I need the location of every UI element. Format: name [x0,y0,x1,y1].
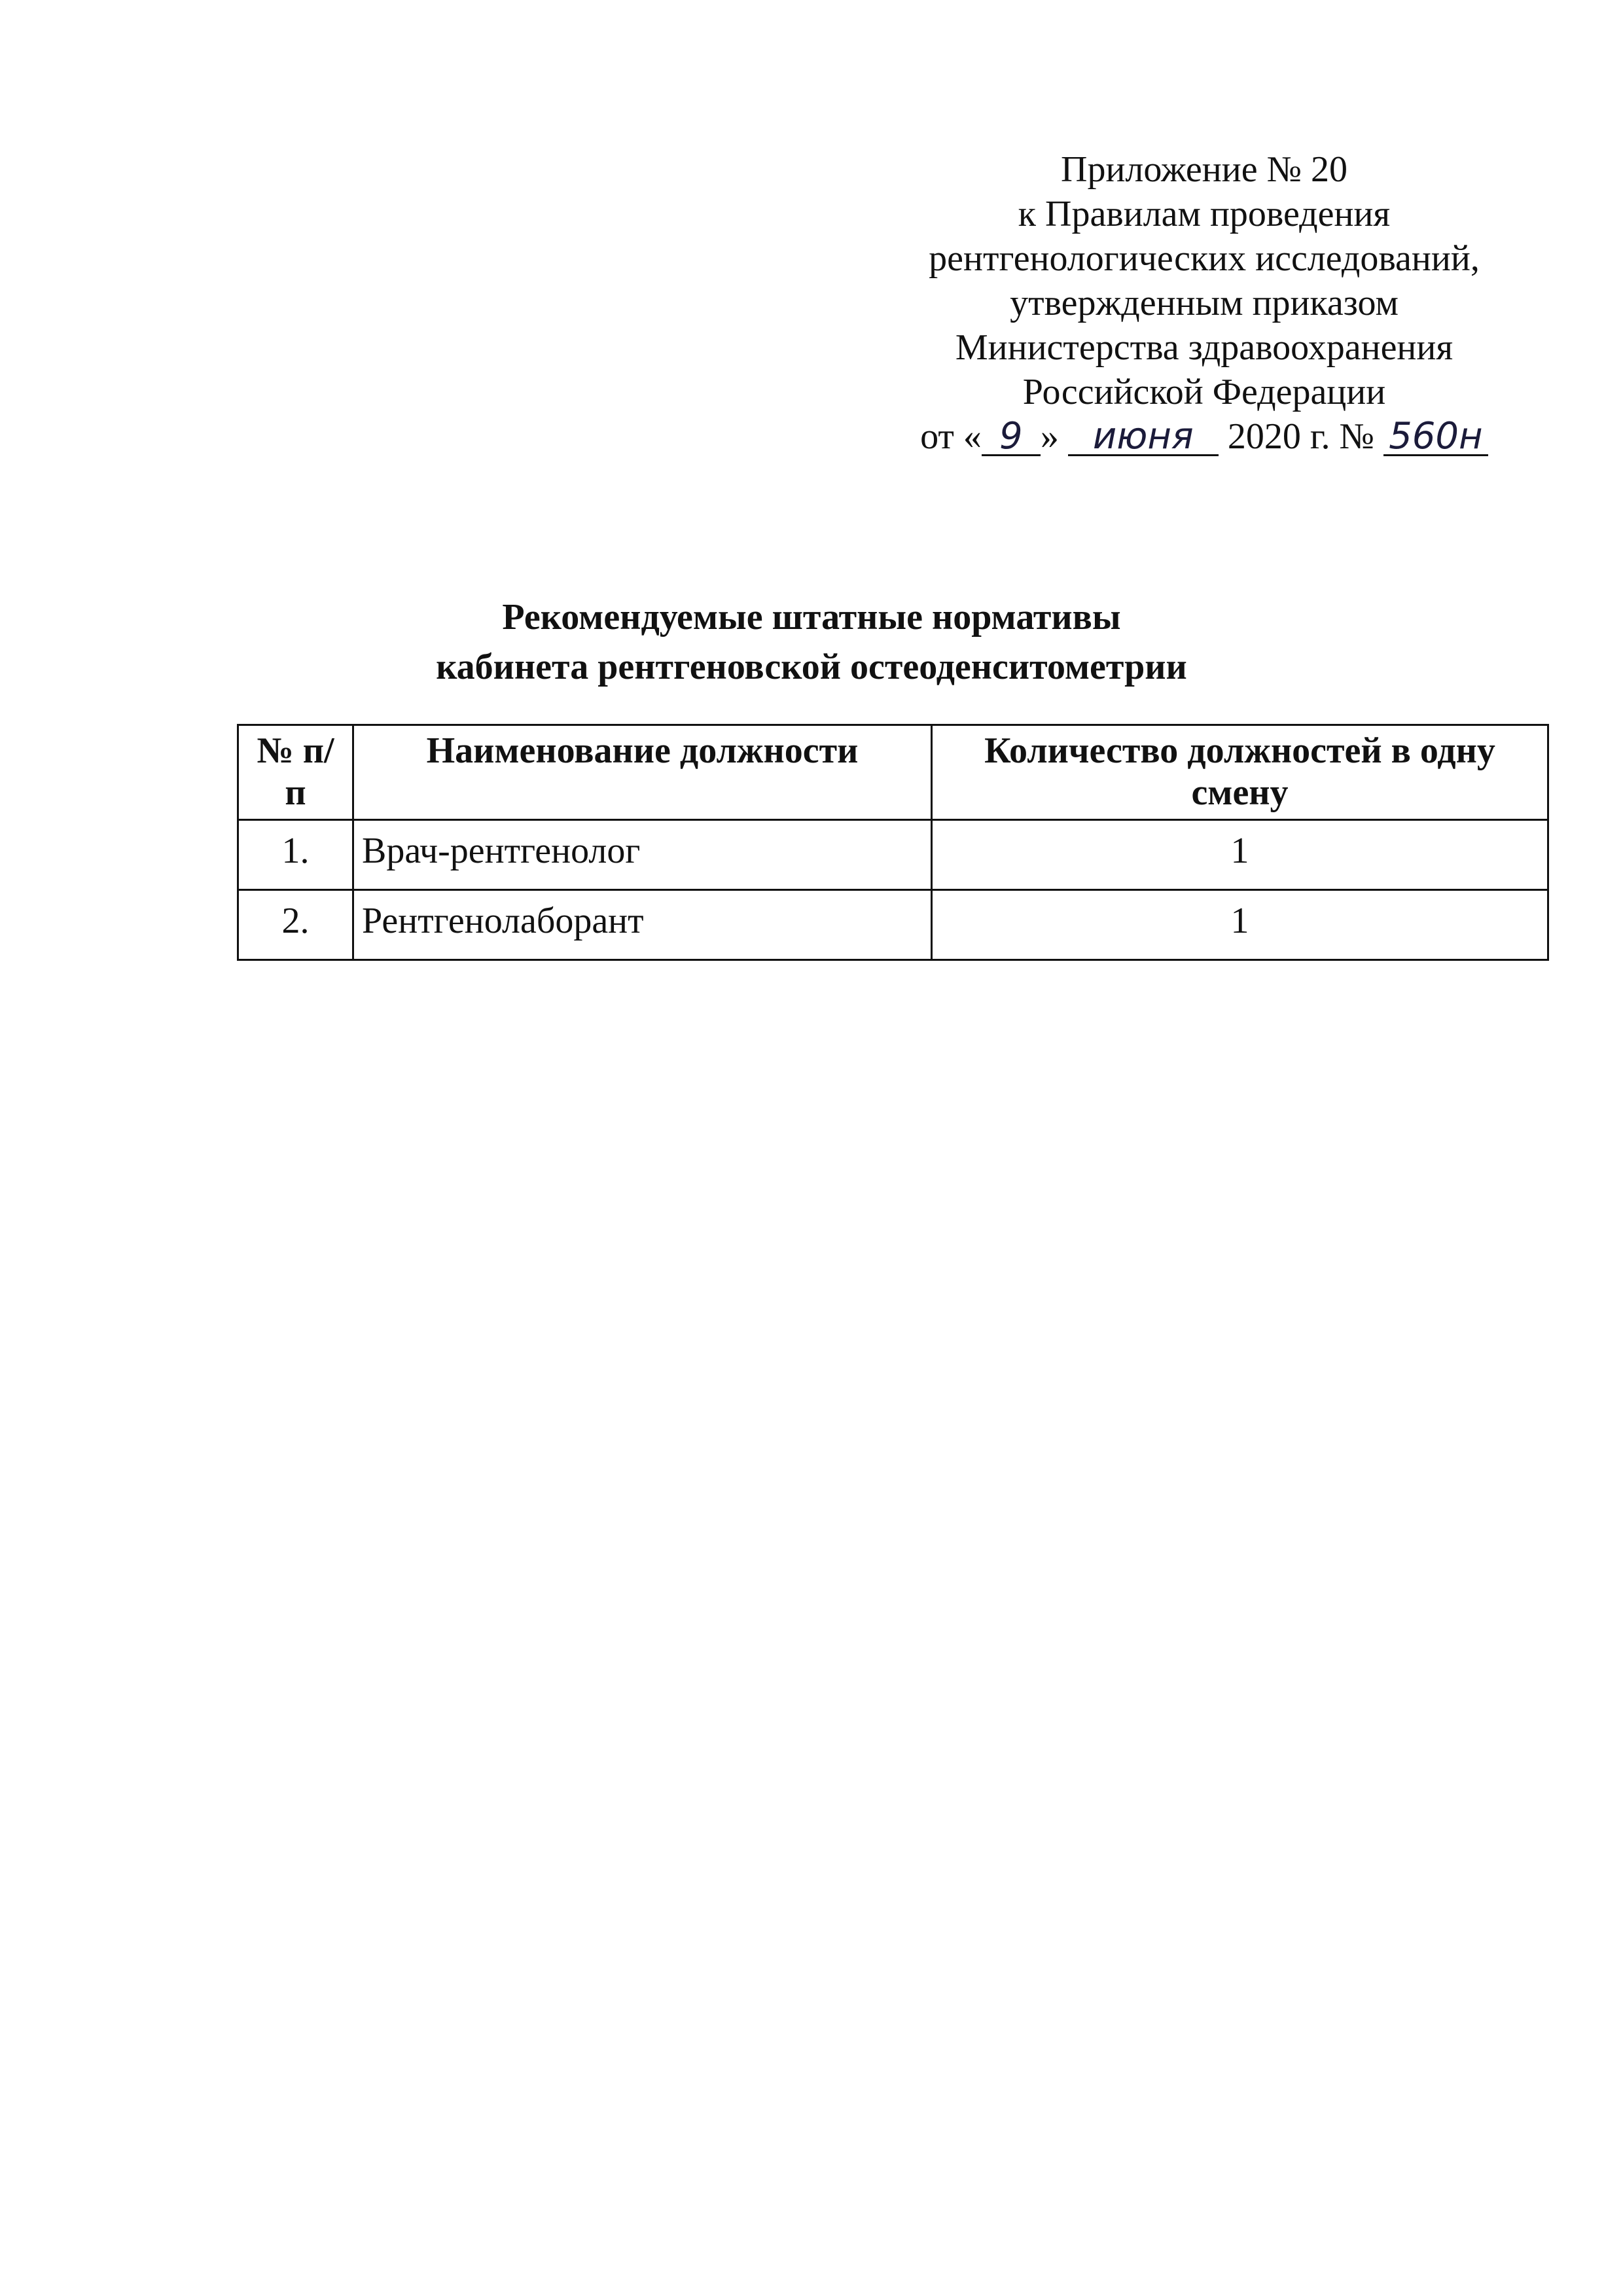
date-prefix: от « [920,416,982,457]
row-position-name: Врач-рентгенолог [353,820,932,890]
table-row [238,890,1548,960]
header-position-name: Наименование должности [353,725,932,820]
table-header-row [238,725,1548,820]
row-position-count: 1 [932,820,1548,890]
handwritten-day: 9 [982,419,1041,456]
table-row [238,820,1548,890]
appendix-line-3: рентгенологических исследований, [929,238,1480,279]
appendix-line-2: к Правилам проведения [1018,194,1391,234]
title-line-2: кабинета рентгеновской остеоденситометрии [436,647,1187,687]
date-day-suffix: » [1040,416,1059,457]
appendix-line-4: утвержденным приказом [1010,283,1399,323]
appendix-line-1: Приложение № 20 [1061,149,1347,190]
document-title [0,592,1623,692]
handwritten-month: июня [1068,419,1219,456]
appendix-line-5: Министерства здравоохранения [955,327,1454,368]
header-position-count: Количество должностей в одну смену [932,725,1548,820]
appendix-line-6: Российской Федерации [1022,372,1386,412]
row-position-name: Рентгенолаборант [353,890,932,960]
date-year-text: 2020 г. № [1227,416,1374,457]
handwritten-order-number: 560н [1383,419,1488,456]
row-position-count: 1 [932,890,1548,960]
staffing-table [237,724,1549,961]
appendix-header [877,147,1531,459]
row-number: 2. [238,890,353,960]
header-number: № п/п [238,725,353,820]
title-line-1: Рекомендуемые штатные нормативы [502,597,1121,637]
order-date-line [877,414,1531,459]
row-number: 1. [238,820,353,890]
